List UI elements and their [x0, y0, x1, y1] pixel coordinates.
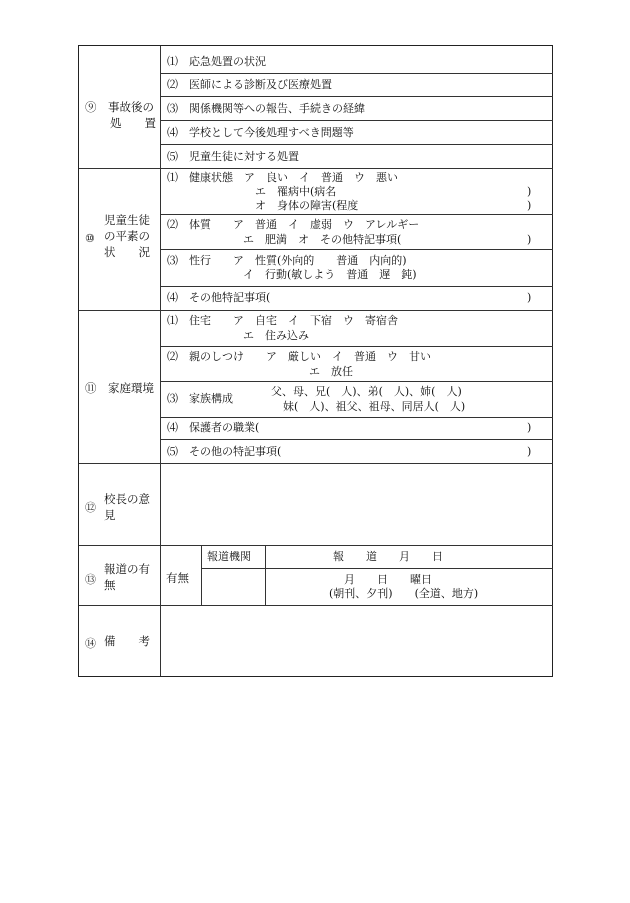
sec13-date-line2: (朝刊、夕刊) (全道、地方) [329, 587, 479, 600]
sec11-discipline-neglect: エ 放任 [309, 365, 353, 378]
sec12-number: ⑫ [85, 501, 96, 514]
sec9-item-medical: ⑵ 医師による診断及び医療処置 [167, 78, 332, 91]
sec9-item-student-care: ⑸ 児童生徒に対する処置 [167, 150, 299, 163]
sec10-label-line3: 状 況 [104, 245, 150, 259]
sec9-item-issues: ⑷ 学校として今後処理すべき問題等 [167, 126, 354, 139]
sec10-health-illness: エ 罹病中(病名 [255, 185, 337, 198]
sec10-constitution: ⑵ 体質 ア 普通 イ 虚弱 ウ アレルギー [167, 218, 420, 231]
sec10-label-line2: の平素の [104, 229, 150, 243]
sec10-health: ⑴ 健康状態 ア 良い イ 普通 ウ 悪い [167, 171, 398, 184]
sec11-other-notes: ⑸ その他の特記事項( [167, 445, 282, 458]
sec10-health-disability: オ 身体の障害(程度 [255, 199, 359, 212]
sec13-date-header: 報 道 月 日 [333, 550, 443, 563]
sec10-constitution-other: エ 肥満 オ その他特記事項( [243, 233, 402, 246]
sec13-label-line2: 無 [104, 578, 116, 592]
sec14-label: 備 考 [104, 634, 150, 648]
accident-report-form: ⑨ 事故後の 処 置 ⑴ 応急処置の状況 ⑵ 医師による診断及び医療処置 ⑶ 関係機関等への報告、手続きの経緯 ⑷ 学校として今後処理すべき問題等 ⑸ 児童生徒に対する処置 ⑩ 児童生徒 の平素の 状 況 ⑴ 健康状態 ア 良い イ 普通 ウ 悪い エ 罹病中(病名 ) オ 身体の障害(程度 ) ⑵ 体質 ア 普通 イ 虚弱 ウ アレルギー エ 肥満 オ その他特記事項( ) ⑶ 性行 ア 性質(外向的 普通 内向的) イ 行動(敏しよう 普通 遅 鈍) ⑷ その他特記事項( ) ⑪ 家庭環境 ⑴ 住宅 ア 自宅 イ 下宿 ウ 寄宿舎 エ 住み込み ⑵ 親のしつけ ア 厳しい イ 普通 ウ 甘い エ 放任 ⑶ 家族構成 父、母、兄( 人)、弟( 人)、姉( 人) 妹( 人)、祖父、祖母、同居人( 人) ⑷ 保護者の職業( ) ⑸ その他の特記事項( ) ⑫ 校長の意 見 ⑬ 報道の有 無 有無 報道機関 報 道 月 日 月 日 曜日 (朝刊、夕刊) (全道、地方) ⑭ 備 考 [78, 45, 553, 677]
sec11-family-label: ⑶ 家族構成 [167, 392, 233, 405]
sec9-item-first-aid: ⑴ 応急処置の状況 [167, 55, 266, 68]
sec10-label-line1: 児童生徒 [104, 213, 150, 227]
sec11-housing: ⑴ 住宅 ア 自宅 イ 下宿 ウ 寄宿舎 [167, 314, 398, 327]
sec11-housing-live-in: エ 住み込み [243, 329, 309, 342]
sec14-number: ⑭ [85, 637, 96, 650]
sec13-number: ⑬ [85, 573, 96, 586]
sec9-label [85, 99, 156, 131]
sec9-item-report: ⑶ 関係機関等への報告、手続きの経緯 [167, 102, 365, 115]
sec10-conduct: ⑶ 性行 ア 性質(外向的 普通 内向的) [167, 254, 407, 267]
sec10-conduct-behavior: イ 行動(敏しよう 普通 遅 鈍) [243, 268, 417, 281]
sec13-label [104, 561, 150, 593]
sec11-label: ⑪ 家庭環境 [85, 381, 154, 395]
sec11-discipline: ⑵ 親のしつけ ア 厳しい イ 普通 ウ 甘い [167, 350, 431, 363]
sec11-family-line2: 妹( 人)、祖父、祖母、同居人( 人) [283, 400, 466, 413]
sec13-presence: 有無 [166, 571, 189, 585]
sec13-label-line1: 報道の有 [104, 562, 150, 576]
sec12-label [104, 491, 150, 523]
sec10-label [104, 212, 150, 260]
sec13-date-line1: 月 日 曜日 [344, 573, 432, 586]
sec13-agency-header: 報道機関 [207, 550, 251, 563]
sec11-family-line1: 父、母、兄( 人)、弟( 人)、姉( 人) [271, 385, 462, 398]
sec11-guardian-occupation: ⑷ 保護者の職業( [167, 421, 260, 434]
sec9-label-line1: ⑨ 事故後の [85, 100, 154, 114]
sec9-label-line2: 処 置 [110, 116, 156, 130]
sec12-label-line2: 見 [104, 508, 116, 522]
label-column-divider [160, 46, 161, 676]
sec10-other-notes: ⑷ その他特記事項( [167, 291, 271, 304]
sec12-label-line1: 校長の意 [104, 492, 150, 506]
sec10-number: ⑩ [85, 232, 95, 245]
